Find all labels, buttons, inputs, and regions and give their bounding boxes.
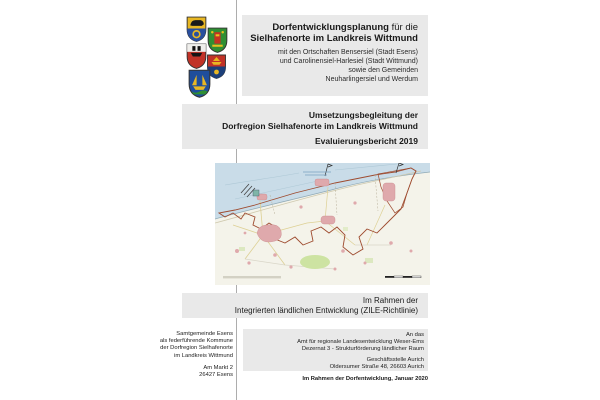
title-line1-bold: Dorfentwicklungsplanung: [272, 22, 389, 33]
document-title-line2: Sielhafenorte im Landkreis Wittmund: [250, 33, 418, 44]
sender-line: im Landkreis Wittmund: [174, 352, 233, 359]
recipient-line: An das: [405, 332, 424, 338]
title-line1-regular: für die: [388, 22, 418, 33]
sender-line: der Dorfregion Sielhafenorte: [160, 345, 233, 352]
title-subtitle-lines: [248, 48, 418, 84]
sender-line: Samtgemeinde Esens: [176, 331, 233, 337]
crest-green-tower-shield-icon: [207, 27, 228, 53]
document-title-line1: [248, 22, 418, 33]
subtitle-line: Neuharlingersiel und Werdum: [325, 76, 418, 83]
recipient-line: Dezernat 3 - Strukturförderung ländlicher Raum: [301, 346, 424, 353]
sender-address-line: 26427 Esens: [199, 372, 233, 379]
subtitle-line: sowie den Gemeinden: [348, 67, 418, 74]
recipient-line: Amt für regionale Landesentwicklung Weser-Ems: [297, 339, 424, 346]
project-line1: Umsetzungsbegleitung der: [308, 110, 418, 120]
crest-blue-ship-shield-icon: [188, 69, 211, 98]
map-scale-bar: [385, 276, 421, 278]
recipient-block: [243, 329, 428, 371]
region-overview-map: [215, 163, 430, 285]
framework-line2: Integrierten ländlichen Entwicklung (ZILE-Richtlinie): [234, 306, 418, 315]
framework-block: [182, 293, 428, 318]
sender-block: [83, 331, 233, 379]
recipient-office-line: Oldersumer Straße 48, 26603 Aurich: [329, 363, 424, 370]
subtitle-line: und Carolinensiel-Harlesiel (Stadt Wittmund): [279, 58, 418, 65]
framework-line1: Im Rahmen der: [362, 296, 418, 305]
map-caption: [223, 276, 281, 278]
crest-red-ship-shield-icon: [186, 43, 207, 69]
title-block: [242, 15, 428, 96]
project-block: [182, 104, 428, 149]
footer-note: Im Rahmen der Dorfentwicklung, Januar 2020: [302, 376, 428, 382]
municipal-crests-group: [183, 14, 231, 100]
crest-gold-bear-shield-icon: [186, 16, 207, 42]
sender-line: als federführende Kommune: [159, 338, 233, 345]
recipient-office-line: Geschäftsstelle Aurich: [366, 356, 424, 363]
sender-address-line: Am Markt 2: [203, 364, 233, 371]
subtitle-line: mit den Ortschaften Bensersiel (Stadt Esens): [277, 49, 418, 56]
report-title: Evaluierungsbericht 2019: [315, 136, 418, 146]
project-line2: Dorfregion Sielhafenorte im Landkreis Wittmund: [222, 121, 418, 131]
